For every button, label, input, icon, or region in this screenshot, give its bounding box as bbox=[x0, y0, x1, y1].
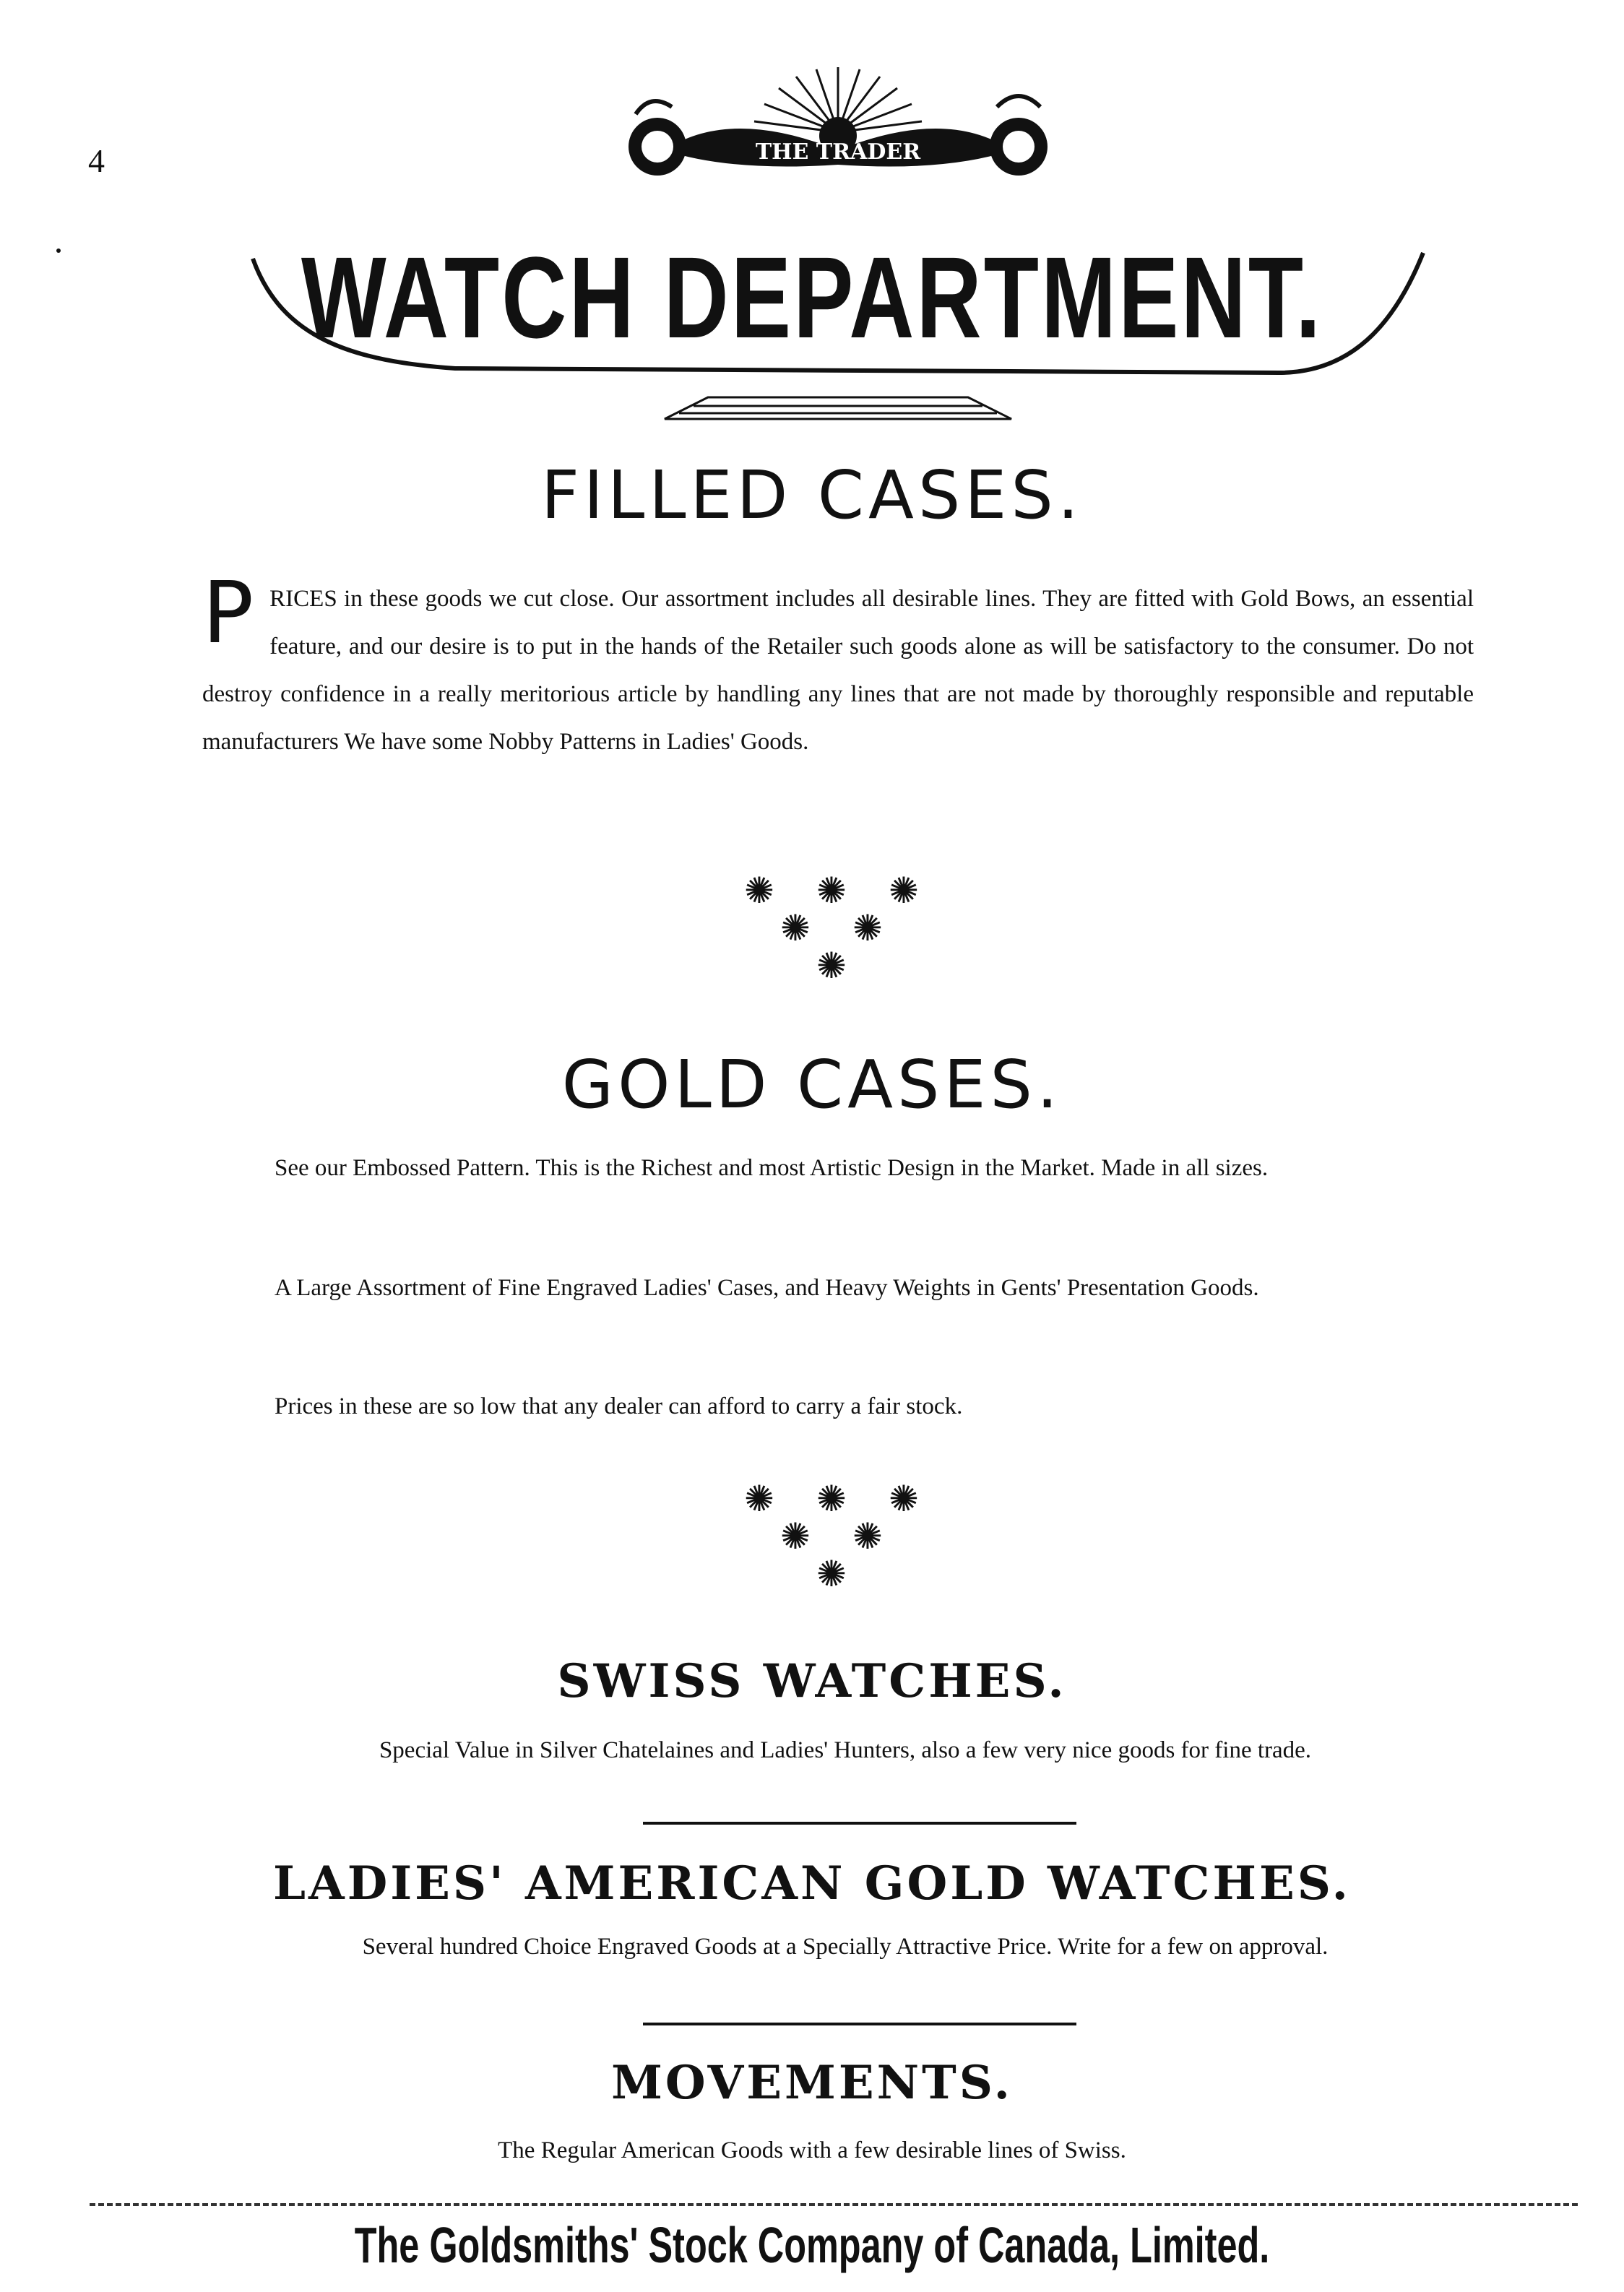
asterisk-ornament-icon: ✺ bbox=[889, 870, 919, 911]
asterisk-ornament-icon: ✺ bbox=[852, 1516, 883, 1557]
star-ornament-2 bbox=[730, 1481, 946, 1618]
section-divider bbox=[643, 1822, 1076, 1825]
asterisk-ornament-icon: ✺ bbox=[744, 1479, 774, 1519]
gold-cases-paragraph-3: Prices in these are so low that any dealer can afford to carry a fair stock. bbox=[275, 1393, 963, 1419]
swiss-watches-text: Special Value in Silver Chatelaines and Ladies' Hunters, also a few very nice goods for fine trade. bbox=[379, 1737, 1312, 1763]
title-underline-rule bbox=[650, 390, 1026, 433]
movements-heading: MOVEMENTS. bbox=[611, 2056, 1013, 2110]
asterisk-ornament-icon: ✺ bbox=[816, 946, 847, 986]
publisher-footer: The Goldsmiths' Stock Company of Canada, Limited. bbox=[354, 2217, 1270, 2273]
asterisk-ornament-icon: ✺ bbox=[889, 1479, 919, 1519]
print-speck bbox=[56, 248, 61, 253]
swiss-watches-heading: SWISS WATCHES. bbox=[557, 1654, 1067, 1708]
ladies-american-gold-watches-heading: LADIES' AMERICAN GOLD WATCHES. bbox=[273, 1856, 1351, 1911]
masthead-logo bbox=[621, 64, 1055, 186]
svg-text:THE TRADER: THE TRADER bbox=[755, 139, 921, 165]
filled-cases-paragraph bbox=[202, 563, 1474, 766]
drop-cap: P bbox=[202, 563, 254, 662]
asterisk-ornament-icon: ✺ bbox=[780, 1516, 811, 1557]
page-number: 4 bbox=[88, 142, 105, 179]
filled-cases-heading: FILLED CASES. bbox=[540, 457, 1084, 534]
asterisk-ornament-icon: ✺ bbox=[780, 908, 811, 948]
gold-cases-heading: GOLD CASES. bbox=[561, 1046, 1063, 1123]
asterisk-ornament-icon: ✺ bbox=[744, 870, 774, 911]
asterisk-ornament-icon: ✺ bbox=[852, 908, 883, 948]
star-ornament-1 bbox=[730, 870, 946, 1010]
gold-cases-paragraph-1: See our Embossed Pattern. This is the Richest and most Artistic Design in the Market. Made in all sizes. bbox=[275, 1155, 1269, 1181]
footer-divider bbox=[90, 2203, 1578, 2206]
asterisk-ornament-icon: ✺ bbox=[816, 1479, 847, 1519]
section-divider bbox=[643, 2023, 1076, 2025]
asterisk-ornament-icon: ✺ bbox=[816, 1554, 847, 1594]
movements-text: The Regular American Goods with a few desirable lines of Swiss. bbox=[498, 2137, 1126, 2163]
filled-cases-text: RICES in these goods we cut close. Our assortment includes all desirable lines. They are fitted with Gold Bows, an essential feature, and our desire is to put in the hands of the Retailer such goods alone as will be satisfactory to the consumer. Do not destroy confidence in a really meritorious article by handling any lines that are not made by thoroughly responsible and reputable manufacturers We have some Nobby Patterns in Ladies' Goods. bbox=[202, 586, 1474, 755]
department-title: WATCH DEPARTMENT. bbox=[301, 233, 1323, 362]
gold-cases-paragraph-2: A Large Assortment of Fine Engraved Ladies' Cases, and Heavy Weights in Gents' Presentation Goods. bbox=[275, 1275, 1259, 1301]
asterisk-ornament-icon: ✺ bbox=[816, 870, 847, 911]
ladies-american-gold-watches-text: Several hundred Choice Engraved Goods at a Specially Attractive Price. Write for a few on approval. bbox=[362, 1934, 1329, 1960]
